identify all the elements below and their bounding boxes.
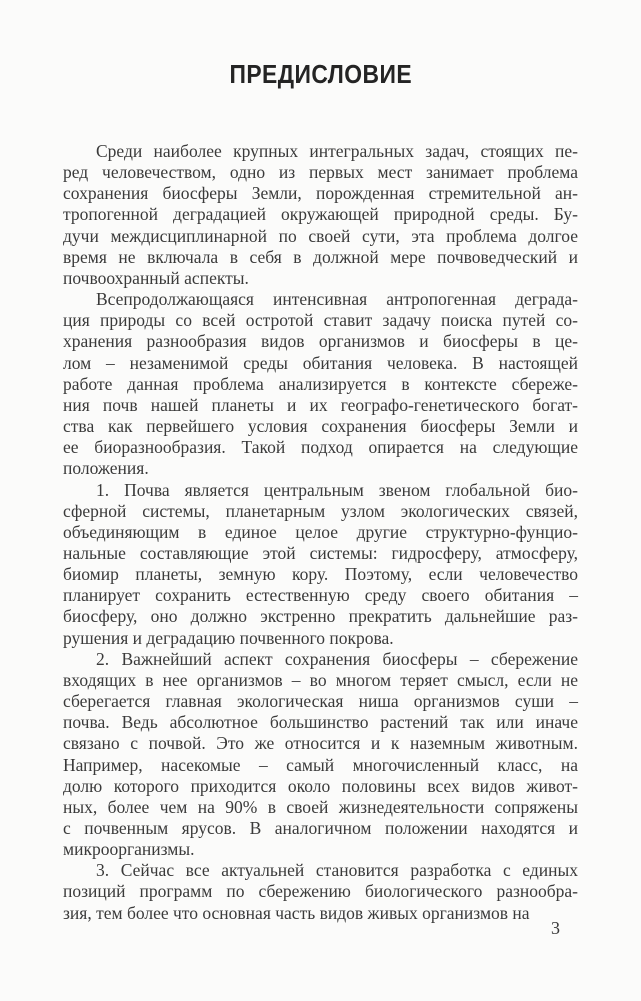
text-line: ред человечеством, одно из первых мест занимает проблема (63, 162, 578, 183)
text-line: 2. Важнейший аспект сохранения биосферы – сбережение (96, 648, 578, 669)
chapter-title (0, 61, 641, 88)
text-line: зия, тем более что основная часть видов живых организмов на (63, 902, 530, 923)
text-line: тропогенной деградацией окружающей природной среды. Бу- (63, 204, 578, 225)
paragraph (63, 289, 578, 479)
text-line: дучи междисциплинарной по своей сути, эта проблема долгое (63, 225, 578, 246)
text-line: ее биоразнообразия. Такой подход опирается на следующие (63, 437, 578, 458)
text-line: 3. Сейчас все актуальней становится разработка с единых (96, 860, 578, 881)
text-line: биосферу, оно должно экстренно прекратить дальнейшие раз- (63, 606, 578, 627)
text-line: Среди наиболее крупных интегральных задач, стоящих пе- (96, 141, 578, 161)
text-line: ция природы со всей остротой ставит задачу поиска путей со- (63, 310, 578, 331)
text-line: входящих в нее организмов – во многом теряет смысл, если не (63, 669, 578, 690)
text-line: рушения и деградацию почвенного покрова. (63, 627, 394, 648)
text-line: ства как первейшего условия сохранения биосферы Земли и (63, 416, 578, 437)
text-line: время не включала в себя в должной мере почвоведческий и (63, 246, 578, 267)
text-line: Например, насекомые – самый многочисленный класс, на (63, 754, 578, 775)
text-line: почвоохранный аспекты. (63, 267, 249, 288)
text-line: с почвенным ярусов. В аналогичном положении находятся и (63, 818, 578, 838)
text-line: биомир планеты, земную кору. Поэтому, если человечество (63, 564, 578, 585)
text-line: хранения разнообразия видов организмов и биосферы в це- (63, 331, 578, 352)
text-line: ния почв нашей планеты и их географо-генетического богат- (63, 394, 578, 415)
chapter-title-text: ПРЕДИСЛОВИЕ (229, 59, 412, 89)
text-line: почва. Ведь абсолютное большинство растений так или иначе (63, 712, 578, 733)
text-line: работе данная проблема анализируется в контексте сбереже- (63, 373, 578, 394)
text-line: лом – незаменимой среды обитания человека. В настоящей (63, 352, 578, 373)
paragraph (63, 141, 578, 289)
text-line: микроорганизмы. (63, 839, 195, 860)
text-line: Всепродолжающаяся интенсивная антропогенная деграда- (96, 289, 578, 310)
text-line: нальные составляющие этой системы: гидросферу, атмосферу, (63, 542, 578, 563)
text-line: ных, более чем на 90% в своей жизнедеятельности сопряжены (63, 796, 578, 817)
text-line: сферной системы, планетарным узлом экологических связей, (63, 500, 578, 521)
text-line: сберегается главная экологическая ниша организмов суши – (63, 691, 578, 712)
text-line: долю которого приходится около половины всех видов живот- (63, 775, 578, 796)
text-line: объединяющим в единое целое другие структурно-фунцио- (63, 521, 578, 542)
paragraph (63, 480, 578, 649)
text-line: сохранения биосферы Земли, порожденная стремительной ан- (63, 183, 578, 204)
paragraph (63, 649, 578, 861)
page-number: 3 (551, 918, 560, 938)
text-line: 1. Почва является центральным звеном глобальной био- (96, 479, 578, 500)
text-line: положения. (63, 458, 149, 479)
text-line: связано с почвой. Это же относится и к наземным животным. (63, 733, 578, 754)
text-line: позиций программ по сбережению биологического разнообра- (63, 881, 578, 902)
paragraph (63, 860, 578, 923)
body-text (63, 141, 578, 924)
text-line: планирует сохранить естественную среду своего обитания – (63, 585, 578, 606)
